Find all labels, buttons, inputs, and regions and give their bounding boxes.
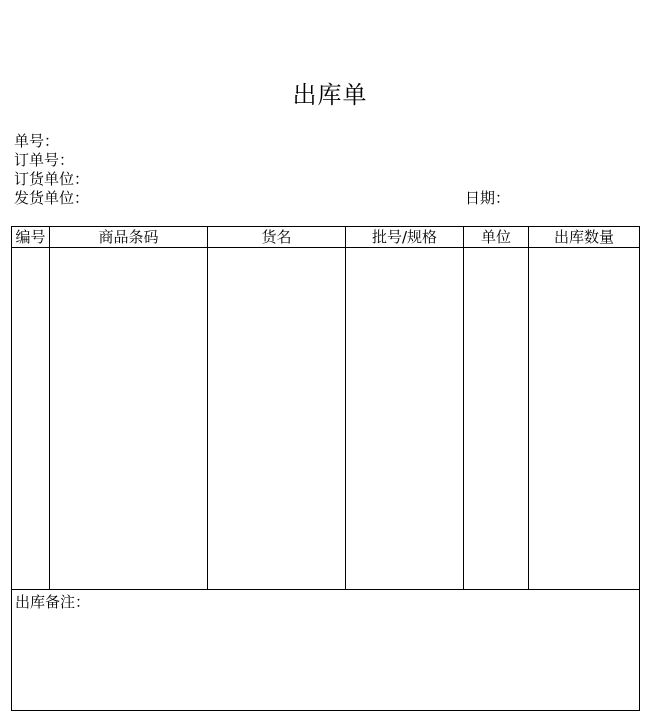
column-divider xyxy=(463,227,464,590)
ordering-unit-label: 订货单位： xyxy=(14,170,90,188)
column-header-batch-spec: 批号/规格 xyxy=(371,228,438,246)
column-header-barcode: 商品条码 xyxy=(98,228,159,246)
outbound-table xyxy=(11,226,640,711)
column-divider xyxy=(345,227,346,590)
date-label: 日期： xyxy=(465,189,511,207)
remarks-divider xyxy=(12,589,639,590)
shipping-unit-label: 发货单位： xyxy=(14,189,90,207)
document-title: 出库单 xyxy=(292,81,368,109)
order-number-label: 单号： xyxy=(14,132,60,150)
remarks-label: 出库备注： xyxy=(15,593,91,611)
column-header-quantity: 出库数量 xyxy=(553,228,614,246)
purchase-order-number-label: 订单号： xyxy=(14,151,75,169)
column-header-number: 编号 xyxy=(15,228,46,246)
column-divider xyxy=(528,227,529,590)
column-header-item-name: 货名 xyxy=(261,228,292,246)
column-divider xyxy=(49,227,50,590)
column-divider xyxy=(207,227,208,590)
column-header-unit: 单位 xyxy=(480,228,511,246)
